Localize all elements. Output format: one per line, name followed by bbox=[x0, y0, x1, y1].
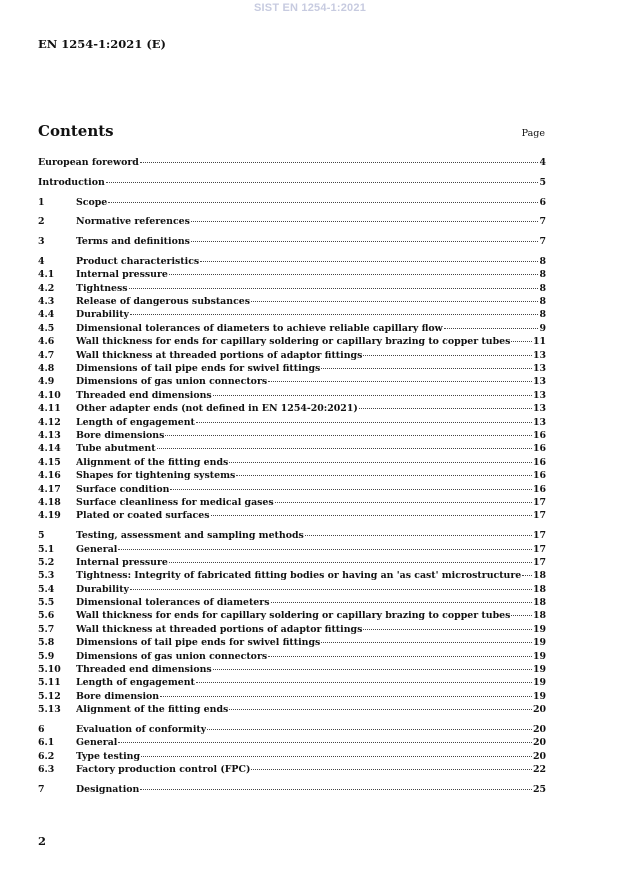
toc-entry-page: 17 bbox=[532, 510, 546, 522]
toc-entry-page: 17 bbox=[532, 556, 546, 568]
toc-entry-number: 5.11 bbox=[38, 677, 61, 689]
toc-entry-page: 16 bbox=[532, 429, 546, 441]
toc-entry-number: 2 bbox=[38, 216, 45, 228]
toc-entry-page: 17 bbox=[532, 496, 546, 508]
toc-entry[interactable] bbox=[38, 584, 546, 597]
toc-entry[interactable] bbox=[38, 737, 546, 750]
toc-entry-title: Dimensional tolerances of diameters to achieve reliable capillary flow bbox=[76, 322, 443, 334]
toc-entry-title: Surface condition bbox=[76, 483, 170, 495]
toc-entry-page: 8 bbox=[539, 255, 546, 267]
toc-entry-page: 13 bbox=[532, 349, 546, 361]
toc-entry-title: Other adapter ends (not defined in EN 1254-20:2021) bbox=[76, 403, 358, 415]
toc-entry[interactable] bbox=[38, 637, 546, 650]
toc-dot-leader bbox=[251, 301, 538, 302]
toc-dot-leader bbox=[268, 656, 532, 657]
toc-entry-page: 18 bbox=[532, 610, 546, 622]
toc-entry[interactable] bbox=[38, 390, 546, 403]
toc-entry-title: Evaluation of conformity bbox=[76, 723, 207, 735]
toc-entry-number: 4.4 bbox=[38, 309, 55, 321]
toc-entry-page: 16 bbox=[532, 443, 546, 455]
document-id-header: EN 1254-1:2021 (E) bbox=[38, 37, 166, 51]
toc-entry-number: 7 bbox=[38, 783, 45, 795]
toc-dot-leader bbox=[275, 502, 532, 503]
toc-entry-number: 5.2 bbox=[38, 556, 55, 568]
toc-dot-leader bbox=[359, 408, 532, 409]
toc-dot-leader bbox=[130, 314, 538, 315]
table-of-contents bbox=[38, 157, 546, 797]
toc-entry-number: 5.6 bbox=[38, 610, 55, 622]
watermark: SIST EN 1254-1:2021 bbox=[253, 2, 367, 14]
toc-entry[interactable] bbox=[38, 624, 546, 637]
toc-entry-page: 22 bbox=[532, 764, 546, 776]
toc-entry[interactable] bbox=[38, 544, 546, 557]
toc-entry-number: 4.7 bbox=[38, 349, 55, 361]
toc-entry-number: 5.12 bbox=[38, 690, 61, 702]
toc-entry[interactable] bbox=[38, 336, 546, 349]
toc-entry-page: 19 bbox=[532, 677, 546, 689]
toc-dot-leader bbox=[129, 288, 539, 289]
toc-entry[interactable] bbox=[38, 350, 546, 363]
toc-entry-number: 4.6 bbox=[38, 336, 55, 348]
toc-dot-leader bbox=[213, 395, 532, 396]
toc-entry-page: 8 bbox=[539, 296, 546, 308]
toc-dot-leader bbox=[118, 549, 532, 550]
toc-dot-leader bbox=[191, 221, 539, 222]
toc-entry-title: Terms and definitions bbox=[76, 236, 190, 248]
toc-entry[interactable] bbox=[38, 269, 546, 282]
toc-entry-page: 6 bbox=[539, 196, 546, 208]
toc-dot-leader bbox=[141, 756, 532, 757]
toc-entry-page: 16 bbox=[532, 470, 546, 482]
toc-entry-title: Normative references bbox=[76, 216, 190, 228]
toc-entry-page: 19 bbox=[532, 623, 546, 635]
toc-entry-title: Scope bbox=[76, 196, 108, 208]
toc-entry-number: 4.11 bbox=[38, 403, 61, 415]
toc-entry[interactable] bbox=[38, 651, 546, 664]
toc-entry-page: 11 bbox=[532, 336, 546, 348]
toc-entry[interactable] bbox=[38, 530, 546, 543]
toc-entry-title: Tightness: Integrity of fabricated fitting bodies or having an 'as cast' microstructure bbox=[76, 570, 522, 582]
contents-heading: Contents bbox=[38, 122, 114, 140]
toc-entry[interactable] bbox=[38, 283, 546, 296]
toc-entry-title: Product characteristics bbox=[76, 255, 200, 267]
toc-dot-leader bbox=[106, 182, 539, 183]
toc-entry-title: Wall thickness for ends for capillary soldering or capillary brazing to copper tubes bbox=[76, 610, 511, 622]
toc-entry[interactable] bbox=[38, 157, 546, 170]
toc-dot-leader bbox=[251, 769, 532, 770]
toc-entry-page: 20 bbox=[532, 723, 546, 735]
toc-entry-number: 4.9 bbox=[38, 376, 55, 388]
toc-dot-leader bbox=[200, 261, 538, 262]
toc-entry-page: 8 bbox=[539, 309, 546, 321]
toc-dot-leader bbox=[196, 682, 532, 683]
toc-entry[interactable] bbox=[38, 177, 546, 190]
toc-entry[interactable] bbox=[38, 751, 546, 764]
toc-entry-number: 4.15 bbox=[38, 456, 61, 468]
toc-entry[interactable] bbox=[38, 236, 546, 249]
toc-dot-leader bbox=[522, 575, 532, 576]
toc-entry-title: European foreword bbox=[38, 157, 139, 168]
page-column-label: Page bbox=[521, 128, 545, 139]
toc-entry-page: 17 bbox=[532, 543, 546, 555]
toc-entry[interactable] bbox=[38, 610, 546, 623]
toc-dot-leader bbox=[140, 162, 539, 163]
toc-dot-leader bbox=[229, 709, 532, 710]
toc-entry-title: Wall thickness at threaded portions of adaptor fittings bbox=[76, 623, 363, 635]
toc-entry-title: Wall thickness for ends for capillary soldering or capillary brazing to copper tubes bbox=[76, 336, 511, 348]
toc-entry[interactable] bbox=[38, 724, 546, 737]
toc-entry-title: Dimensions of gas union connectors bbox=[76, 376, 268, 388]
toc-entry-page: 13 bbox=[532, 416, 546, 428]
toc-entry-number: 6 bbox=[38, 723, 45, 735]
toc-entry-title: Type testing bbox=[76, 750, 141, 762]
toc-entry[interactable] bbox=[38, 764, 546, 777]
toc-entry-number: 5.10 bbox=[38, 664, 61, 676]
toc-entry-title: Bore dimension bbox=[76, 690, 160, 702]
toc-entry-title: Length of engagement bbox=[76, 677, 195, 689]
toc-dot-leader bbox=[191, 241, 539, 242]
toc-entry-number: 5 bbox=[38, 530, 45, 542]
toc-entry-number: 5.1 bbox=[38, 543, 55, 555]
toc-entry-page: 9 bbox=[539, 322, 546, 334]
toc-dot-leader bbox=[268, 381, 532, 382]
toc-entry-page: 16 bbox=[532, 483, 546, 495]
toc-entry-title: Shapes for tightening systems bbox=[76, 470, 236, 482]
toc-entry-number: 4.3 bbox=[38, 296, 55, 308]
toc-dot-leader bbox=[130, 589, 532, 590]
toc-entry-page: 18 bbox=[532, 583, 546, 595]
toc-entry-page: 20 bbox=[532, 704, 546, 716]
toc-entry-page: 16 bbox=[532, 456, 546, 468]
toc-entry-title: Tightness bbox=[76, 282, 128, 294]
toc-entry[interactable] bbox=[38, 417, 546, 430]
toc-dot-leader bbox=[511, 615, 532, 616]
toc-entry-page: 13 bbox=[532, 363, 546, 375]
toc-entry-number: 3 bbox=[38, 236, 45, 248]
toc-dot-leader bbox=[165, 435, 532, 436]
toc-entry-title: Factory production control (FPC) bbox=[76, 764, 251, 776]
toc-entry-title: Wall thickness at threaded portions of adaptor fittings bbox=[76, 349, 363, 361]
toc-entry-title: Durability bbox=[76, 583, 129, 595]
toc-entry-title: Dimensions of tail pipe ends for swivel fittings bbox=[76, 637, 321, 649]
toc-entry[interactable] bbox=[38, 216, 546, 229]
toc-entry-page: 19 bbox=[532, 690, 546, 702]
toc-dot-leader bbox=[169, 562, 532, 563]
toc-entry-page: 13 bbox=[532, 389, 546, 401]
toc-entry-page: 8 bbox=[539, 282, 546, 294]
toc-dot-leader bbox=[170, 489, 532, 490]
toc-dot-leader bbox=[213, 669, 532, 670]
toc-entry-title: Surface cleanliness for medical gases bbox=[76, 496, 274, 508]
toc-entry[interactable] bbox=[38, 376, 546, 389]
toc-entry-number: 5.7 bbox=[38, 623, 55, 635]
toc-entry-page: 13 bbox=[532, 376, 546, 388]
toc-entry-page: 25 bbox=[532, 783, 546, 795]
toc-entry-number: 5.3 bbox=[38, 570, 55, 582]
toc-entry-number: 5.13 bbox=[38, 704, 61, 716]
toc-entry[interactable] bbox=[38, 664, 546, 677]
toc-entry-number: 4.14 bbox=[38, 443, 61, 455]
toc-entry-number: 1 bbox=[38, 196, 45, 208]
toc-entry[interactable] bbox=[38, 497, 546, 510]
toc-dot-leader bbox=[363, 629, 532, 630]
toc-dot-leader bbox=[305, 535, 532, 536]
toc-entry-title: Internal pressure bbox=[76, 269, 168, 281]
toc-entry[interactable] bbox=[38, 403, 546, 416]
toc-entry[interactable] bbox=[38, 363, 546, 376]
toc-entry-number: 4.1 bbox=[38, 269, 55, 281]
toc-entry[interactable] bbox=[38, 557, 546, 570]
toc-entry-title: Dimensions of tail pipe ends for swivel fittings bbox=[76, 363, 321, 375]
toc-entry-page: 19 bbox=[532, 637, 546, 649]
toc-dot-leader bbox=[511, 341, 532, 342]
toc-entry[interactable] bbox=[38, 323, 546, 336]
toc-entry-title: General bbox=[76, 737, 118, 749]
toc-entry[interactable] bbox=[38, 677, 546, 690]
toc-entry-title: Alignment of the fitting ends bbox=[76, 704, 229, 716]
toc-entry-title: Release of dangerous substances bbox=[76, 296, 251, 308]
toc-dot-leader bbox=[444, 328, 539, 329]
toc-entry[interactable] bbox=[38, 430, 546, 443]
toc-entry[interactable] bbox=[38, 784, 546, 797]
toc-entry[interactable] bbox=[38, 256, 546, 269]
toc-entry[interactable] bbox=[38, 457, 546, 470]
toc-entry-title: Introduction bbox=[38, 176, 105, 188]
toc-entry-title: Threaded end dimensions bbox=[76, 664, 212, 676]
toc-entry[interactable] bbox=[38, 570, 546, 583]
toc-dot-leader bbox=[229, 462, 532, 463]
toc-entry[interactable] bbox=[38, 597, 546, 610]
toc-entry-number: 4.12 bbox=[38, 416, 61, 428]
toc-entry-page: 8 bbox=[539, 269, 546, 281]
footer-page-number: 2 bbox=[38, 834, 47, 848]
toc-entry-page: 18 bbox=[532, 597, 546, 609]
toc-entry[interactable] bbox=[38, 309, 546, 322]
toc-entry-page: 5 bbox=[539, 176, 546, 188]
toc-entry-number: 4.5 bbox=[38, 322, 55, 334]
toc-entry[interactable] bbox=[38, 704, 546, 717]
toc-entry-number: 5.9 bbox=[38, 650, 55, 662]
toc-entry-number: 6.1 bbox=[38, 737, 55, 749]
toc-dot-leader bbox=[236, 475, 532, 476]
toc-entry-title: Bore dimensions bbox=[76, 429, 165, 441]
toc-dot-leader bbox=[211, 515, 532, 516]
toc-entry-title: Alignment of the fitting ends bbox=[76, 456, 229, 468]
toc-entry-page: 17 bbox=[532, 530, 546, 542]
toc-entry-title: Internal pressure bbox=[76, 556, 168, 568]
toc-entry-number: 5.4 bbox=[38, 583, 55, 595]
toc-entry[interactable] bbox=[38, 691, 546, 704]
toc-entry-number: 4.19 bbox=[38, 510, 61, 522]
toc-entry[interactable] bbox=[38, 197, 546, 210]
toc-entry-page: 20 bbox=[532, 737, 546, 749]
toc-entry-number: 4.17 bbox=[38, 483, 61, 495]
toc-entry-title: Durability bbox=[76, 309, 129, 321]
toc-entry-page: 7 bbox=[539, 236, 546, 248]
toc-entry[interactable] bbox=[38, 296, 546, 309]
toc-entry-number: 6.2 bbox=[38, 750, 55, 762]
toc-dot-leader bbox=[118, 742, 532, 743]
toc-dot-leader bbox=[321, 368, 532, 369]
toc-entry-title: Testing, assessment and sampling methods bbox=[76, 530, 304, 542]
toc-dot-leader bbox=[108, 202, 538, 203]
toc-entry-page: 18 bbox=[532, 570, 546, 582]
toc-entry-number: 6.3 bbox=[38, 764, 55, 776]
toc-entry-number: 4.10 bbox=[38, 389, 61, 401]
toc-dot-leader bbox=[271, 602, 532, 603]
toc-entry-title: Length of engagement bbox=[76, 416, 195, 428]
toc-dot-leader bbox=[169, 274, 539, 275]
toc-dot-leader bbox=[140, 789, 532, 790]
toc-dot-leader bbox=[196, 422, 532, 423]
toc-entry-page: 19 bbox=[532, 664, 546, 676]
toc-dot-leader bbox=[207, 729, 532, 730]
toc-entry-title: Tube abutment bbox=[76, 443, 156, 455]
toc-entry-page: 20 bbox=[532, 750, 546, 762]
toc-entry[interactable] bbox=[38, 443, 546, 456]
toc-entry-title: Dimensions of gas union connectors bbox=[76, 650, 268, 662]
toc-entry-number: 4.16 bbox=[38, 470, 61, 482]
toc-entry[interactable] bbox=[38, 510, 546, 523]
toc-dot-leader bbox=[160, 696, 532, 697]
toc-entry-page: 7 bbox=[539, 216, 546, 228]
toc-entry-number: 5.5 bbox=[38, 597, 55, 609]
toc-entry[interactable] bbox=[38, 470, 546, 483]
toc-entry-number: 4.13 bbox=[38, 429, 61, 441]
toc-dot-leader bbox=[363, 355, 532, 356]
toc-entry-page: 4 bbox=[539, 157, 546, 168]
toc-dot-leader bbox=[321, 642, 532, 643]
toc-entry-title: Dimensional tolerances of diameters bbox=[76, 597, 270, 609]
toc-entry-title: Designation bbox=[76, 783, 140, 795]
toc-entry-page: 19 bbox=[532, 650, 546, 662]
toc-entry-number: 5.8 bbox=[38, 637, 55, 649]
toc-entry-number: 4.8 bbox=[38, 363, 55, 375]
toc-entry-page: 13 bbox=[532, 403, 546, 415]
toc-dot-leader bbox=[157, 448, 532, 449]
toc-entry-number: 4 bbox=[38, 255, 45, 267]
toc-entry-title: Plated or coated surfaces bbox=[76, 510, 210, 522]
toc-entry-number: 4.18 bbox=[38, 496, 61, 508]
toc-entry-number: 4.2 bbox=[38, 282, 55, 294]
toc-entry[interactable] bbox=[38, 484, 546, 497]
toc-entry-title: General bbox=[76, 543, 118, 555]
toc-entry-title: Threaded end dimensions bbox=[76, 389, 212, 401]
